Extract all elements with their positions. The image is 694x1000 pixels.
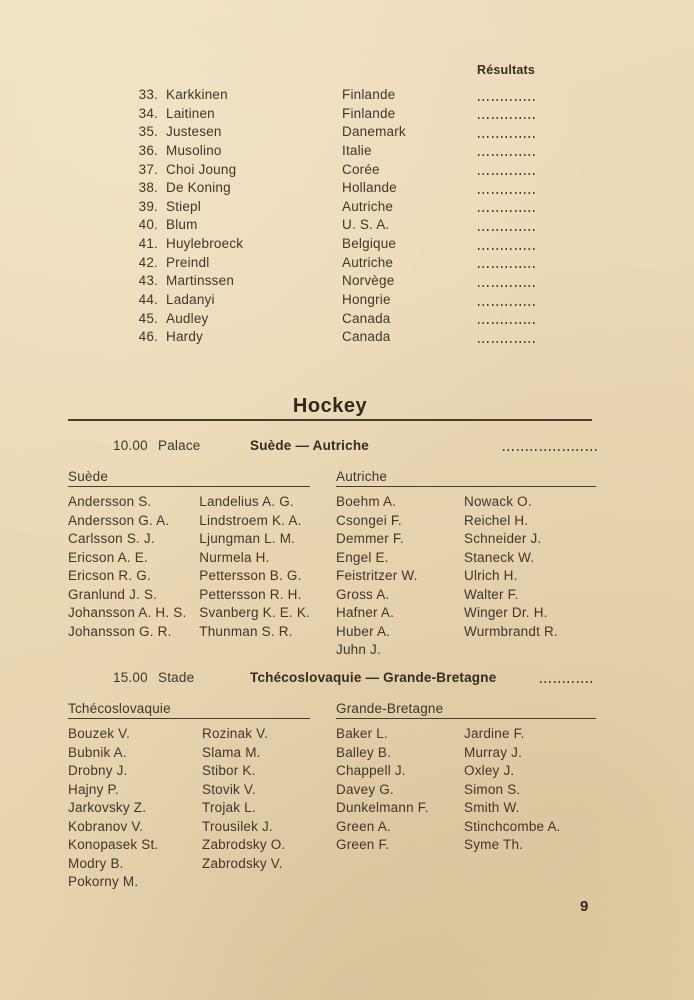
player-name: Trousilek J. (202, 818, 273, 834)
player-name: Trojak L. (202, 800, 256, 816)
result-entry-row (0, 86, 694, 105)
player-name: Stinchcombe A. (464, 818, 561, 834)
entry-number: 42. (138, 254, 158, 270)
team-name: Grande-Bretagne (336, 701, 444, 716)
result-dotted-line (478, 136, 537, 138)
result-dotted-line (478, 322, 537, 324)
player-name: Smith W. (464, 800, 520, 816)
score-dotted-line (540, 681, 595, 683)
player-name: Hafner A. (336, 605, 395, 621)
team-name: Tchécoslovaquie (68, 701, 171, 716)
result-entry-row (0, 161, 694, 180)
entry-number: 39. (138, 198, 158, 214)
result-entry-row (0, 328, 694, 347)
section-title: Hockey (292, 395, 368, 417)
player-name: Nowack O. (464, 494, 532, 510)
player-name: Stovik V. (202, 781, 256, 797)
match-venue: Stade (158, 670, 195, 685)
entry-number: 38. (138, 180, 158, 196)
entry-number: 37. (138, 161, 158, 177)
player-name: Andersson S. (68, 494, 152, 510)
match-time: 10.00 (113, 438, 148, 453)
player-column (464, 725, 561, 855)
player-name: Konopasek St. (68, 837, 159, 853)
player-name: Green F. (336, 837, 390, 853)
team-panel-left (68, 469, 310, 641)
match-teams-label: Suède — Autriche (250, 438, 369, 453)
player-name: Balley B. (336, 744, 392, 760)
page-number: 9 (580, 898, 589, 915)
player-name: Rozinak V. (202, 726, 269, 742)
entry-number: 40. (138, 217, 158, 233)
entry-country: Autriche (342, 254, 394, 270)
player-column (68, 725, 202, 892)
result-dotted-line (478, 229, 537, 231)
entry-number: 35. (138, 124, 158, 140)
entry-number: 33. (138, 87, 158, 102)
entry-country: Hollande (342, 180, 397, 196)
player-name: Gross A. (336, 586, 390, 602)
result-entry-row (0, 254, 694, 273)
entry-number: 43. (138, 273, 158, 289)
entry-country: Corée (342, 161, 380, 177)
player-name: Chappell J. (336, 763, 406, 779)
entry-country: Canada (342, 310, 391, 326)
player-name: Wurmbrandt R. (464, 623, 558, 639)
player-columns (336, 725, 596, 855)
player-name: Staneck W. (464, 549, 535, 565)
entry-name: Karkkinen (166, 87, 228, 102)
player-name: Kobranov V. (68, 818, 144, 834)
entry-name: Choi Joung (166, 161, 237, 177)
entry-country: Norvège (342, 273, 395, 289)
entry-country: Canada (342, 329, 391, 345)
entry-number: 45. (138, 310, 158, 326)
player-name: Baker L. (336, 726, 388, 742)
result-entry-row (0, 198, 694, 217)
result-entry-row (0, 123, 694, 142)
entry-name: Ladanyi (166, 292, 215, 308)
player-name: Boehm A. (336, 494, 397, 510)
results-list (0, 86, 694, 347)
match-heading (0, 670, 694, 701)
player-name: Slama M. (202, 744, 261, 760)
match-block-sweden-austria (0, 438, 694, 658)
entry-name: Preindl (166, 254, 210, 270)
player-name: Winger Dr. H. (464, 605, 548, 621)
player-name: Bubnik A. (68, 744, 127, 760)
player-name: Ulrich H. (464, 568, 518, 584)
team-underline (68, 718, 310, 720)
player-name: Pettersson R. H. (199, 586, 302, 602)
player-name: Oxley J. (464, 763, 515, 779)
team-underline (336, 718, 596, 720)
match-time: 15.00 (113, 670, 148, 685)
entry-country: U. S. A. (342, 217, 390, 233)
result-dotted-line (478, 173, 537, 175)
player-column (68, 493, 199, 641)
results-header-label: Résultats (477, 63, 536, 77)
player-name: Csongei F. (336, 512, 402, 528)
entry-number: 41. (138, 236, 158, 252)
player-name: Bouzek V. (68, 726, 131, 742)
entry-country: Finlande (342, 87, 396, 102)
player-name: Jarkovsky Z. (68, 800, 147, 816)
player-columns (68, 493, 310, 641)
player-name: Johansson A. H. S. (68, 605, 187, 621)
player-name: Simon S. (464, 781, 521, 797)
team-panel-left (68, 701, 310, 892)
team-name: Suède (68, 469, 109, 484)
entry-country: Italie (342, 142, 372, 158)
player-name: Landelius A. G. (199, 494, 294, 510)
result-entry-row (0, 142, 694, 161)
entry-name: Hardy (166, 329, 204, 345)
team-underline (336, 486, 596, 488)
entry-number: 36. (138, 142, 158, 158)
player-column (464, 493, 558, 660)
player-name: Green A. (336, 818, 391, 834)
entry-name: Laitinen (166, 105, 215, 121)
player-name: Pokorny M. (68, 874, 139, 890)
entry-number: 34. (138, 105, 158, 121)
result-dotted-line (478, 99, 537, 101)
team-panel-right (336, 701, 596, 855)
player-name: Feistritzer W. (336, 568, 418, 584)
result-dotted-line (478, 117, 537, 119)
result-dotted-line (478, 304, 537, 306)
player-name: Thunman S. R. (199, 623, 293, 639)
entry-country: Hongrie (342, 292, 391, 308)
entry-name: Musolino (166, 142, 222, 158)
player-name: Nurmela H. (199, 549, 270, 565)
entry-country: Finlande (342, 105, 396, 121)
player-name: Juhn J. (336, 642, 381, 658)
entry-name: Audley (166, 310, 209, 326)
result-dotted-line (478, 341, 537, 343)
player-name: Pettersson B. G. (199, 568, 302, 584)
player-column (336, 725, 464, 855)
result-entry-row (0, 179, 694, 198)
player-name: Carlsson S. J. (68, 531, 155, 547)
player-column (199, 493, 310, 641)
player-name: Granlund J. S. (68, 586, 158, 602)
player-name: Zabrodsky V. (202, 855, 283, 871)
result-entry-row (0, 216, 694, 235)
result-entry-row (0, 272, 694, 291)
entry-country: Belgique (342, 236, 397, 252)
entry-number: 46. (138, 329, 158, 345)
player-name: Walter F. (464, 586, 519, 602)
result-dotted-line (478, 210, 537, 212)
entry-name: Huylebroeck (166, 236, 244, 252)
match-teams-label: Tchécoslovaquie — Grande-Bretagne (250, 670, 497, 685)
result-dotted-line (478, 192, 537, 194)
result-dotted-line (478, 154, 537, 156)
match-heading (0, 438, 694, 469)
player-column (336, 493, 464, 660)
player-name: Jardine F. (464, 726, 525, 742)
player-name: Johansson G. R. (68, 623, 172, 639)
entry-name: Justesen (166, 124, 222, 140)
match-venue: Palace (158, 438, 201, 453)
player-name: Ericson R. G. (68, 568, 151, 584)
team-name: Autriche (336, 469, 388, 484)
player-name: Ljungman L. M. (199, 531, 296, 547)
entry-country: Autriche (342, 198, 394, 214)
player-name: Drobny J. (68, 763, 128, 779)
player-column (202, 725, 285, 892)
section-divider-rule (68, 419, 592, 421)
entry-number: 44. (138, 292, 158, 308)
player-name: Modry B. (68, 855, 124, 871)
player-name: Svanberg K. E. K. (199, 605, 310, 621)
score-dotted-line (503, 449, 598, 451)
player-name: Hajny P. (68, 781, 119, 797)
entry-country: Danemark (342, 124, 406, 140)
entry-name: Stiepl (166, 198, 201, 214)
team-underline (68, 486, 310, 488)
result-entry-row (0, 310, 694, 329)
team-panel-right (336, 469, 596, 660)
player-name: Murray J. (464, 744, 523, 760)
player-name: Stibor K. (202, 763, 256, 779)
match-block-czechoslovakia-greatbritain (0, 670, 694, 890)
player-name: Engel E. (336, 549, 389, 565)
result-entry-row (0, 291, 694, 310)
player-name: Ericson A. E. (68, 549, 148, 565)
player-name: Demmer F. (336, 531, 404, 547)
entry-name: Martinssen (166, 273, 235, 289)
player-name: Schneider J. (464, 531, 542, 547)
player-columns (68, 725, 310, 892)
player-name: Syme Th. (464, 837, 524, 853)
entry-name: Blum (166, 217, 198, 233)
entry-name: De Koning (166, 180, 231, 196)
player-name: Zabrodsky O. (202, 837, 286, 853)
player-name: Dunkelmann F. (336, 800, 429, 816)
result-entry-row (0, 235, 694, 254)
player-name: Davey G. (336, 781, 394, 797)
player-name: Huber A. (336, 623, 391, 639)
result-dotted-line (478, 248, 537, 250)
player-name: Andersson G. A. (68, 512, 170, 528)
player-columns (336, 493, 596, 660)
result-entry-row (0, 105, 694, 124)
player-name: Reichel H. (464, 512, 529, 528)
result-dotted-line (478, 285, 537, 287)
player-name: Lindstroem K. A. (199, 512, 302, 528)
result-dotted-line (478, 266, 537, 268)
